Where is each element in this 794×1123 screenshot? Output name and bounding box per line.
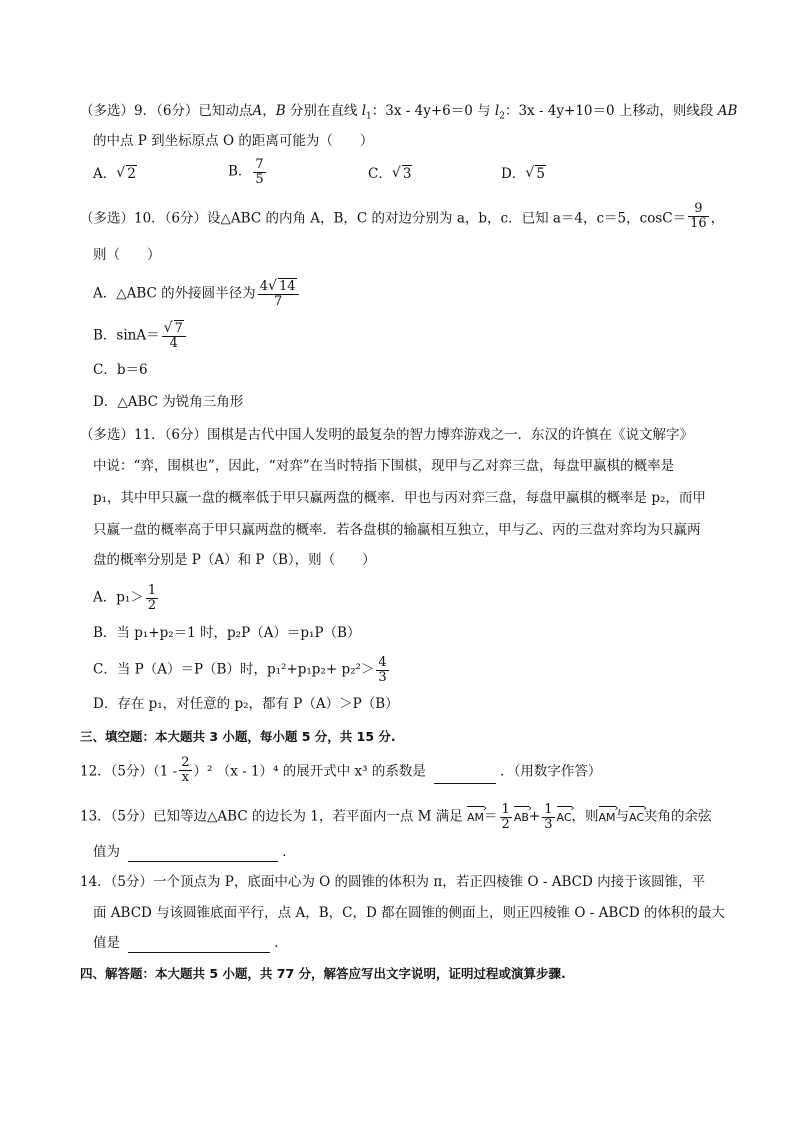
- q12-answer-blank[interactable]: [434, 769, 496, 784]
- vector-am: AM ›: [467, 808, 484, 828]
- q11-option-a: A．p₁＞ $\frac{1}{2}$: [93, 583, 157, 613]
- q11-option-b: B．当 p₁+p₂＝1 时，p₂P（A）＝p₁P（B）: [93, 625, 361, 641]
- q10-line2: 则（ ）: [93, 247, 161, 263]
- q10-option-b: B．sinA＝ √ $\frac{7}{4}$: [93, 322, 188, 350]
- q10-line1: （多选）10．（6分）设△ABC 的内角 A，B，C 的对边分别为 a，b，c．已知 a＝4，c＝5，cosC＝ $\frac{9}{16}$ ，: [80, 201, 725, 231]
- q9-option-d: D．√ 5: [501, 164, 546, 184]
- q9-line2: 的中点 P 到坐标原点 O 的距离可能为（ ）: [93, 133, 374, 149]
- section4-heading: 四、解答题：本大题共 5 小题，共 77 分，解答应写出文字说明，证明过程或演算步骤.: [80, 966, 566, 981]
- q9-option-b: B． $\frac{7}{5}$: [228, 157, 264, 187]
- q13-answer-blank[interactable]: [128, 847, 278, 862]
- q11-option-c: C．当 P（A）＝P（B）时，p₁²+p₁p₂+ p₂²＞ $\frac{4}{3}$: [93, 655, 387, 685]
- q10-option-c: C．b＝6: [93, 362, 148, 378]
- q9-line1: （多选）9．（6分）已知动点A，B 分别在直线 $l_1$：3x - 4y+6＝0 与 $l_2$：3x - 4y+10＝0 上移动，则线段 AB: [80, 103, 738, 122]
- q14-line1: 14．（5分）一个顶点为 P，底面中心为 O 的圆锥的体积为 π，若正四棱锥 O - ABCD 内接于该圆锥，平: [80, 874, 706, 890]
- q13-line1: 13．（5分）已知等边△ABC 的边长为 1，若平面内一点 M 满足 AM ›＝ $\frac{1}{2}$ AB ›+ $\frac{1}{3}$ AC ›，则AM ›与AC ›夹角的余弦: [80, 803, 712, 831]
- q14-line2: 面 ABCD 与该圆锥底面平行，点 A，B，C，D 都在圆锥的侧面上，则正四棱锥 O - ABCD 的体积的最大: [93, 905, 725, 921]
- q11-line2: 中说：“弈，围棋也”，因此，“对弈”在当时特指下围棋，现甲与乙对弈三盘，每盘甲赢棋的概率是: [93, 458, 675, 474]
- q9-line-l1: ：3x - 4y+6＝0 与: [371, 103, 491, 119]
- q11-line3: p₁，其中甲只赢一盘的概率低于甲只赢两盘的概率．甲也与丙对弈三盘，每盘甲赢棋的概率是 p₂，而甲: [93, 490, 706, 506]
- q13-line2: 值为 ．: [93, 844, 296, 860]
- q11-line4: 只赢一盘的概率高于甲只赢两盘的概率．若各盘棋的输赢相互独立，甲与乙、丙的三盘对弈均为只赢两: [93, 522, 701, 538]
- vector-ab: AB ›: [514, 808, 529, 828]
- q11-line1: （多选）11．（6分）围棋是古代中国人发明的最复杂的智力博弈游戏之一．东汉的许慎在《说文解字》: [80, 427, 694, 443]
- q9-option-a: A．√ 2: [93, 164, 137, 184]
- section3-heading: 三、填空题：本大题共 3 小题，每小题 5 分，共 15 分.: [80, 729, 396, 744]
- vector-ac-2: AC ›: [629, 808, 644, 828]
- q10-option-a: A．△ABC 的外接圆半径为 $\frac{4√ 14}{7}$: [93, 280, 301, 308]
- vector-am-2: AM ›: [599, 808, 616, 828]
- q11-option-d: D．存在 p₁，对任意的 p₂，都有 P（A）＞P（B）: [93, 696, 399, 712]
- q9-stem-mid: 分别在直线: [289, 103, 358, 119]
- q10-cos-fraction: $\frac{9}{16}$: [690, 201, 707, 231]
- q9-line-l2: ：3x - 4y+10＝0 上移动，则线段: [504, 103, 714, 119]
- q11-line5: 盘的概率分别是 P（A）和 P（B），则（ ）: [93, 552, 376, 568]
- q12: 12．（5分）（1 - $\frac{2}{x}$ ）² （x - 1）⁴ 的展开式中 x³ 的系数是 ．（用数字作答）: [80, 755, 602, 785]
- vector-ac: AC ›: [557, 808, 572, 828]
- q9-stem-prefix: （多选）9．（6分）已知动点: [80, 103, 253, 119]
- q10-stem: （多选）10．（6分）设△ABC 的内角 A，B，C 的对边分别为 a，b，c．已知 a＝4，c＝5，cosC＝: [80, 210, 687, 227]
- q14-line3: 值是 ．: [93, 935, 288, 951]
- q9-option-c: C．√ 3: [368, 164, 412, 184]
- q14-answer-blank[interactable]: [128, 938, 270, 953]
- q10-option-d: D．△ABC 为锐角三角形: [93, 394, 244, 410]
